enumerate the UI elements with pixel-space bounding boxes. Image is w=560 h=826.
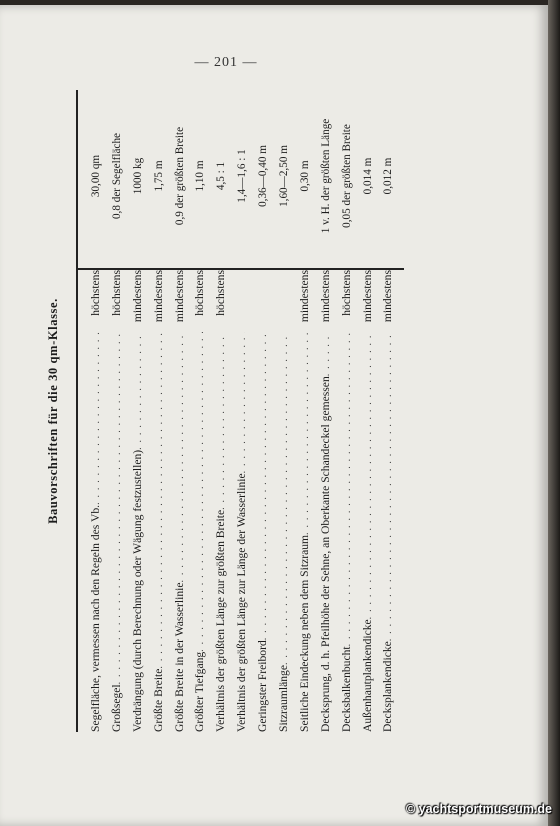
dot-leader	[150, 332, 171, 669]
rule-qualifier: höchstens	[193, 270, 207, 316]
rule-value: 30,00 qm	[90, 154, 102, 198]
table-row	[211, 90, 232, 732]
table-row	[253, 90, 274, 732]
rule-value: 0,36—0,40 m	[257, 145, 270, 207]
rule-value: 0,014 m	[361, 157, 374, 195]
table-row	[274, 90, 295, 732]
dot-leader	[379, 332, 400, 641]
rotated-table-block	[46, 90, 426, 732]
rule-qualifier: mindestens	[130, 270, 144, 323]
rule-qualifier: mindestens	[318, 270, 332, 323]
rule-label: Segelfläche, vermessen nach den Regeln des Vb.	[89, 504, 102, 732]
rule-qualifier: mindestens	[381, 270, 395, 323]
table-row	[170, 90, 191, 732]
dot-leader	[108, 332, 129, 684]
page-number: — 201 —	[194, 55, 258, 70]
rule-label: Decksprung, d. h. Pfeilhöhe der Sehne, an Oberkante Schandeckel gemessen	[318, 376, 332, 732]
rule-value: 4,5 : 1	[215, 161, 228, 191]
rule-value: 1,75 m	[152, 160, 165, 192]
table-row	[295, 90, 316, 732]
book-page	[0, 5, 548, 826]
dot-leader	[191, 332, 212, 652]
rule-label: Verhältnis der größten Länge zur größten Breite	[214, 509, 228, 732]
table-title: Bauvorschriften für die 30 qm-Klasse.	[46, 298, 60, 524]
rule-value: 0,8 der Segelfläche	[110, 132, 123, 220]
rule-qualifier: höchstens	[109, 270, 123, 316]
rule-label: Seitliche Eindeckung neben dem Sitzraum	[297, 534, 311, 732]
table-row	[378, 90, 399, 732]
table-row	[232, 90, 253, 732]
dot-leader	[233, 332, 254, 473]
rule-value: 0,9 der größten Breite	[173, 126, 186, 226]
rule-label: Verdrängung (durch Berechnung oder Wägung festzustellen)	[130, 449, 144, 732]
rule-value: 1,4—1,6 : 1	[236, 149, 249, 203]
table-row	[128, 90, 149, 732]
rule-qualifier: mindestens	[151, 270, 165, 323]
rule-qualifier: höchstens	[214, 270, 228, 316]
table-row	[86, 90, 107, 732]
dot-leader	[359, 332, 380, 619]
rule-value: 0,05 der größten Breite	[340, 124, 353, 228]
rule-label: Größte Breite in der Wasserlinie	[172, 582, 186, 732]
rule-label: Größter Tiefgang	[193, 651, 207, 732]
rule-label: Außenhautplankendicke	[360, 619, 374, 732]
rule-value: 1 v. H. der größten Länge	[319, 118, 332, 234]
table-row	[337, 90, 358, 732]
rule-label: Sitzraumlänge	[277, 665, 291, 732]
table-row	[107, 90, 128, 732]
rule-label: Decksplankendicke	[381, 641, 395, 732]
dot-leader	[212, 332, 233, 510]
rule-value: 1,10 m	[194, 160, 207, 192]
dot-leader	[87, 332, 108, 505]
rule-qualifier: mindestens	[172, 270, 186, 323]
rules-table	[86, 90, 399, 732]
table-row	[358, 90, 379, 732]
rule-qualifier: höchstens	[339, 270, 353, 316]
dot-leader	[254, 332, 275, 640]
rule-label: Größte Breite	[151, 668, 165, 732]
rule-qualifier: mindestens	[360, 270, 374, 323]
table-row	[190, 90, 211, 732]
dot-leader	[171, 332, 192, 582]
rule-label: Geringster Freibord	[256, 640, 270, 732]
book-gutter	[548, 0, 560, 826]
table-row	[316, 90, 337, 732]
rule-value: 1000 kg	[131, 157, 144, 195]
rule-qualifier: höchstens	[89, 270, 102, 316]
dot-leader	[338, 332, 359, 646]
dot-leader	[296, 332, 317, 535]
dot-leader	[317, 332, 338, 376]
rule-label: Großsegel	[109, 684, 123, 732]
rule-qualifier: mindestens	[297, 270, 311, 323]
title-rule	[76, 90, 78, 732]
rule-value: 0,30 m	[298, 160, 311, 192]
rule-value: 1,60—2,50 m	[278, 145, 291, 207]
watermark: © yachtsportmuseum.de	[405, 802, 552, 816]
rule-value: 0,012 m	[382, 157, 395, 195]
rule-label: Decksbalkenbucht	[339, 646, 353, 732]
rule-label: Verhältnis der größten Länge zur Länge der Wasserlinie	[235, 473, 249, 732]
table-row	[149, 90, 170, 732]
dot-leader	[129, 332, 150, 450]
dot-leader	[275, 332, 296, 665]
